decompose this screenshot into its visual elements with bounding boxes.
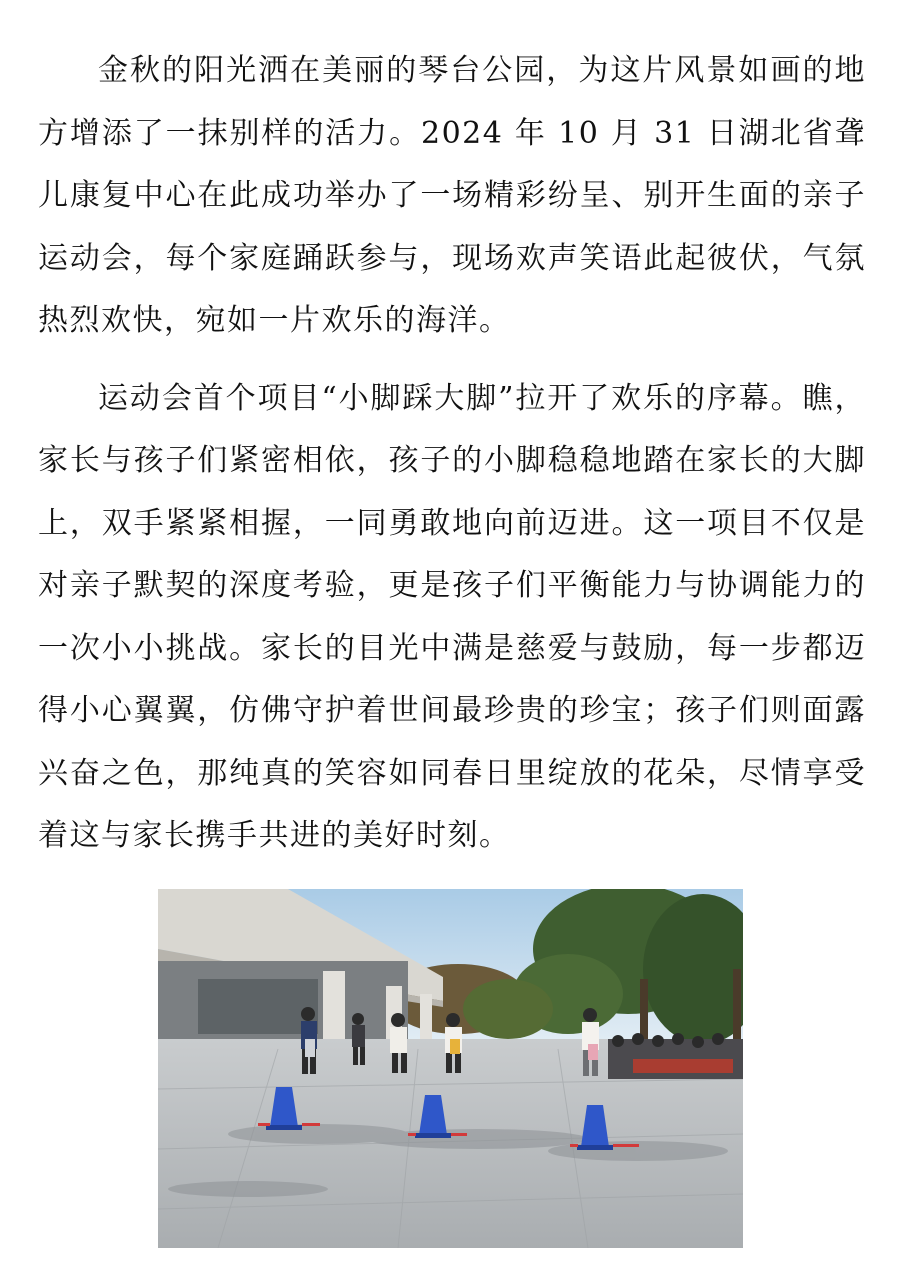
spectators xyxy=(608,1033,743,1079)
event-photo xyxy=(158,889,743,1248)
paragraph-activity: 运动会首个项目“小脚踩大脚”拉开了欢乐的序幕。瞧，家长与孩子们紧密相依，孩子的小脚稳稳地踏在家长的大脚上，双手紧紧相握，一同勇敢地向前迈进。这一项目不仅是对亲子默契的深度考验，更是孩子们平衡能力与协调能力的一次小小挑战。家长的目光中满是慈爱与鼓励，每一步都迈得小心翼翼，仿佛守护着世间最珍贵的珍宝；孩子们则面露兴奋之色，那纯真的笑容如同春日里绽放的花朵，尽情享受着这与家长携手共进的美好时刻。 xyxy=(38,380,866,853)
article-body xyxy=(38,40,866,868)
paragraph-intro: 金秋的阳光洒在美丽的琴台公园，为这片风景如画的地方增添了一抹别样的活力。2024 年 10 月 31 日湖北省聋儿康复中心在此成功举办了一场精彩纷呈、别开生面的亲子运动会，每个家庭踊跃参与，现场欢声笑语此起彼伏，气氛热烈欢快，宛如一片欢乐的海洋。 xyxy=(38,53,866,338)
event-photo-illustration xyxy=(158,889,743,1248)
